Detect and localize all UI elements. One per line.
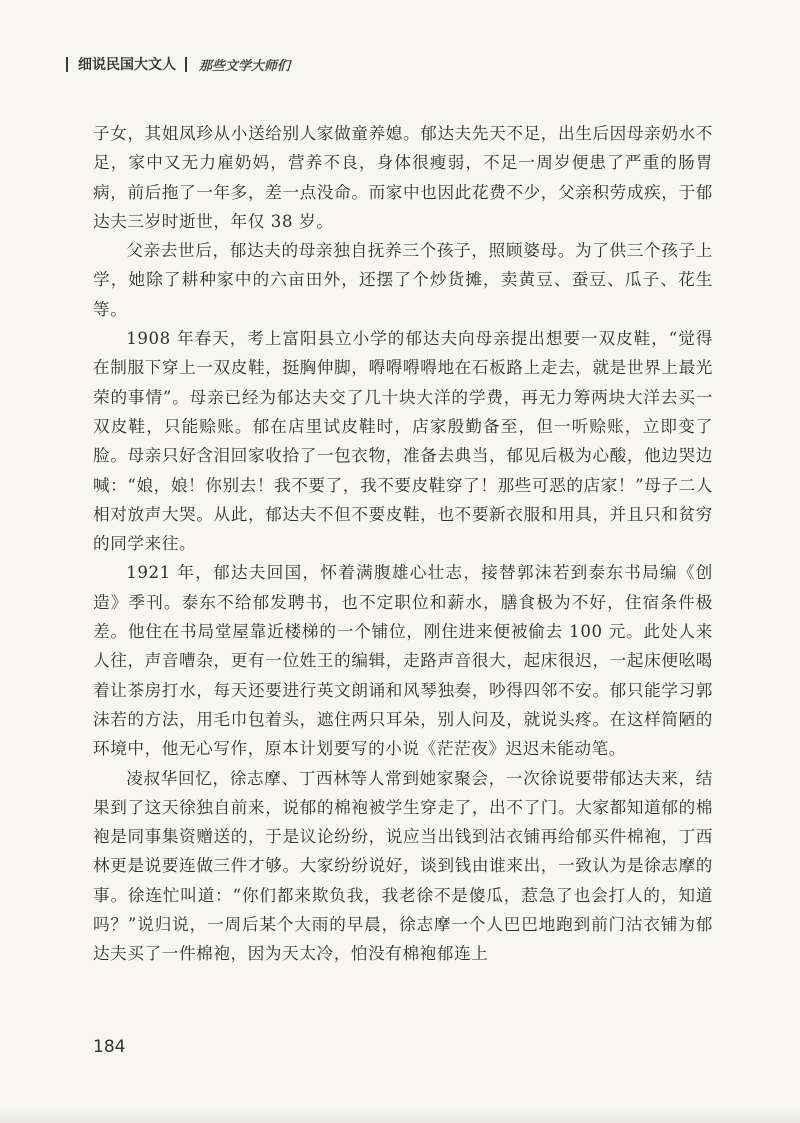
running-header — [66, 54, 290, 74]
header-bar-left — [66, 57, 68, 72]
paragraph-continued: 子女，其姐凤珍从小送给别人家做童养媳。郁达夫先天不足，出生后因母亲奶水不足，家中又无力雇奶妈，营养不良，身体很瘦弱，不足一周岁便患了严重的肠胃病，前后拖了一年多，差一点没命。而家中也因此花费不少，父亲积劳成疾，于郁达夫三岁时逝世，年仅 38 岁。 — [93, 124, 713, 231]
paragraph: 父亲去世后，郁达夫的母亲独自抚养三个孩子，照顾婆母。为了供三个孩子上学，她除了耕种家中的六亩田外，还摆了个炒货摊，卖黄豆、蚕豆、瓜子、花生等。 — [93, 241, 713, 319]
page-edge-shadow — [0, 1109, 800, 1123]
header-bar-right — [185, 57, 187, 72]
header-book-title: 细说民国大文人 — [78, 57, 176, 73]
body-text — [93, 119, 713, 969]
paragraph: 1921 年，郁达夫回国，怀着满腹雄心壮志，接替郭沫若到泰东书局编《创造》季刊。泰东不给郁发聘书，也不定职位和薪水，膳食极为不好，住宿条件极差。他住在书局堂屋靠近楼梯的一个铺位，刚住进来便被偷去 100 元。此处人来人往，声音嘈杂，更有一位姓王的编辑，走路声音很大，起床很迟，一起床便吆喝着让茶房打水，每天还要进行英文朗诵和风琴独奏，吵得四邻不安。郁只能学习郭沫若的方法，用毛巾包着头，遮住两只耳朵，别人问及，就说头疼。在这样简陋的环境中，他无心写作，原本计划要写的小说《茫茫夜》迟迟未能动笔。 — [93, 563, 713, 759]
paragraph: 1908 年春天，考上富阳县立小学的郁达夫向母亲提出想要一双皮鞋，“觉得在制服下穿上一双皮鞋，挺胸伸脚，嘚嘚嘚嘚地在石板路上走去，就是世界上最光荣的事情”。母亲已经为郁达夫交了几十块大洋的学费，再无力筹两块大洋去买一双皮鞋，只能赊账。郁在店里试皮鞋时，店家殷勤备至，但一听赊账，立即变了脸。母亲只好含泪回家收拾了一包衣物，准备去典当，郁见后极为心酸，他边哭边喊：“娘，娘！你别去！我不要了，我不要皮鞋穿了！那些可恶的店家！”母子二人相对放声大哭。从此，郁达夫不但不要皮鞋，也不要新衣服和用具，并且只和贫穷的同学来往。 — [93, 329, 713, 554]
header-series-title: 那些文学大师们 — [199, 58, 291, 74]
page-number: 184 — [93, 1037, 126, 1057]
paragraph: 凌叔华回忆，徐志摩、丁西林等人常到她家聚会，一次徐说要带郁达夫来，结果到了这天徐独自前来，说郁的棉袍被学生穿走了，出不了门。大家都知道郁的棉袍是同事集资赠送的，于是议论纷纷，说应当出钱到沽衣铺再给郁买件棉袍，丁西林更是说要连做三件才够。大家纷纷说好，谈到钱由谁来出，一致认为是徐志摩的事。徐连忙叫道：“你们都来欺负我，我老徐不是傻瓜，惹急了也会打人的，知道吗？”说归说，一周后某个大雨的早晨，徐志摩一个人巴巴地跑到前门沽衣铺为郁达夫买了一件棉袍，因为天太冷，怕没有棉袍郁连上 — [93, 768, 713, 964]
